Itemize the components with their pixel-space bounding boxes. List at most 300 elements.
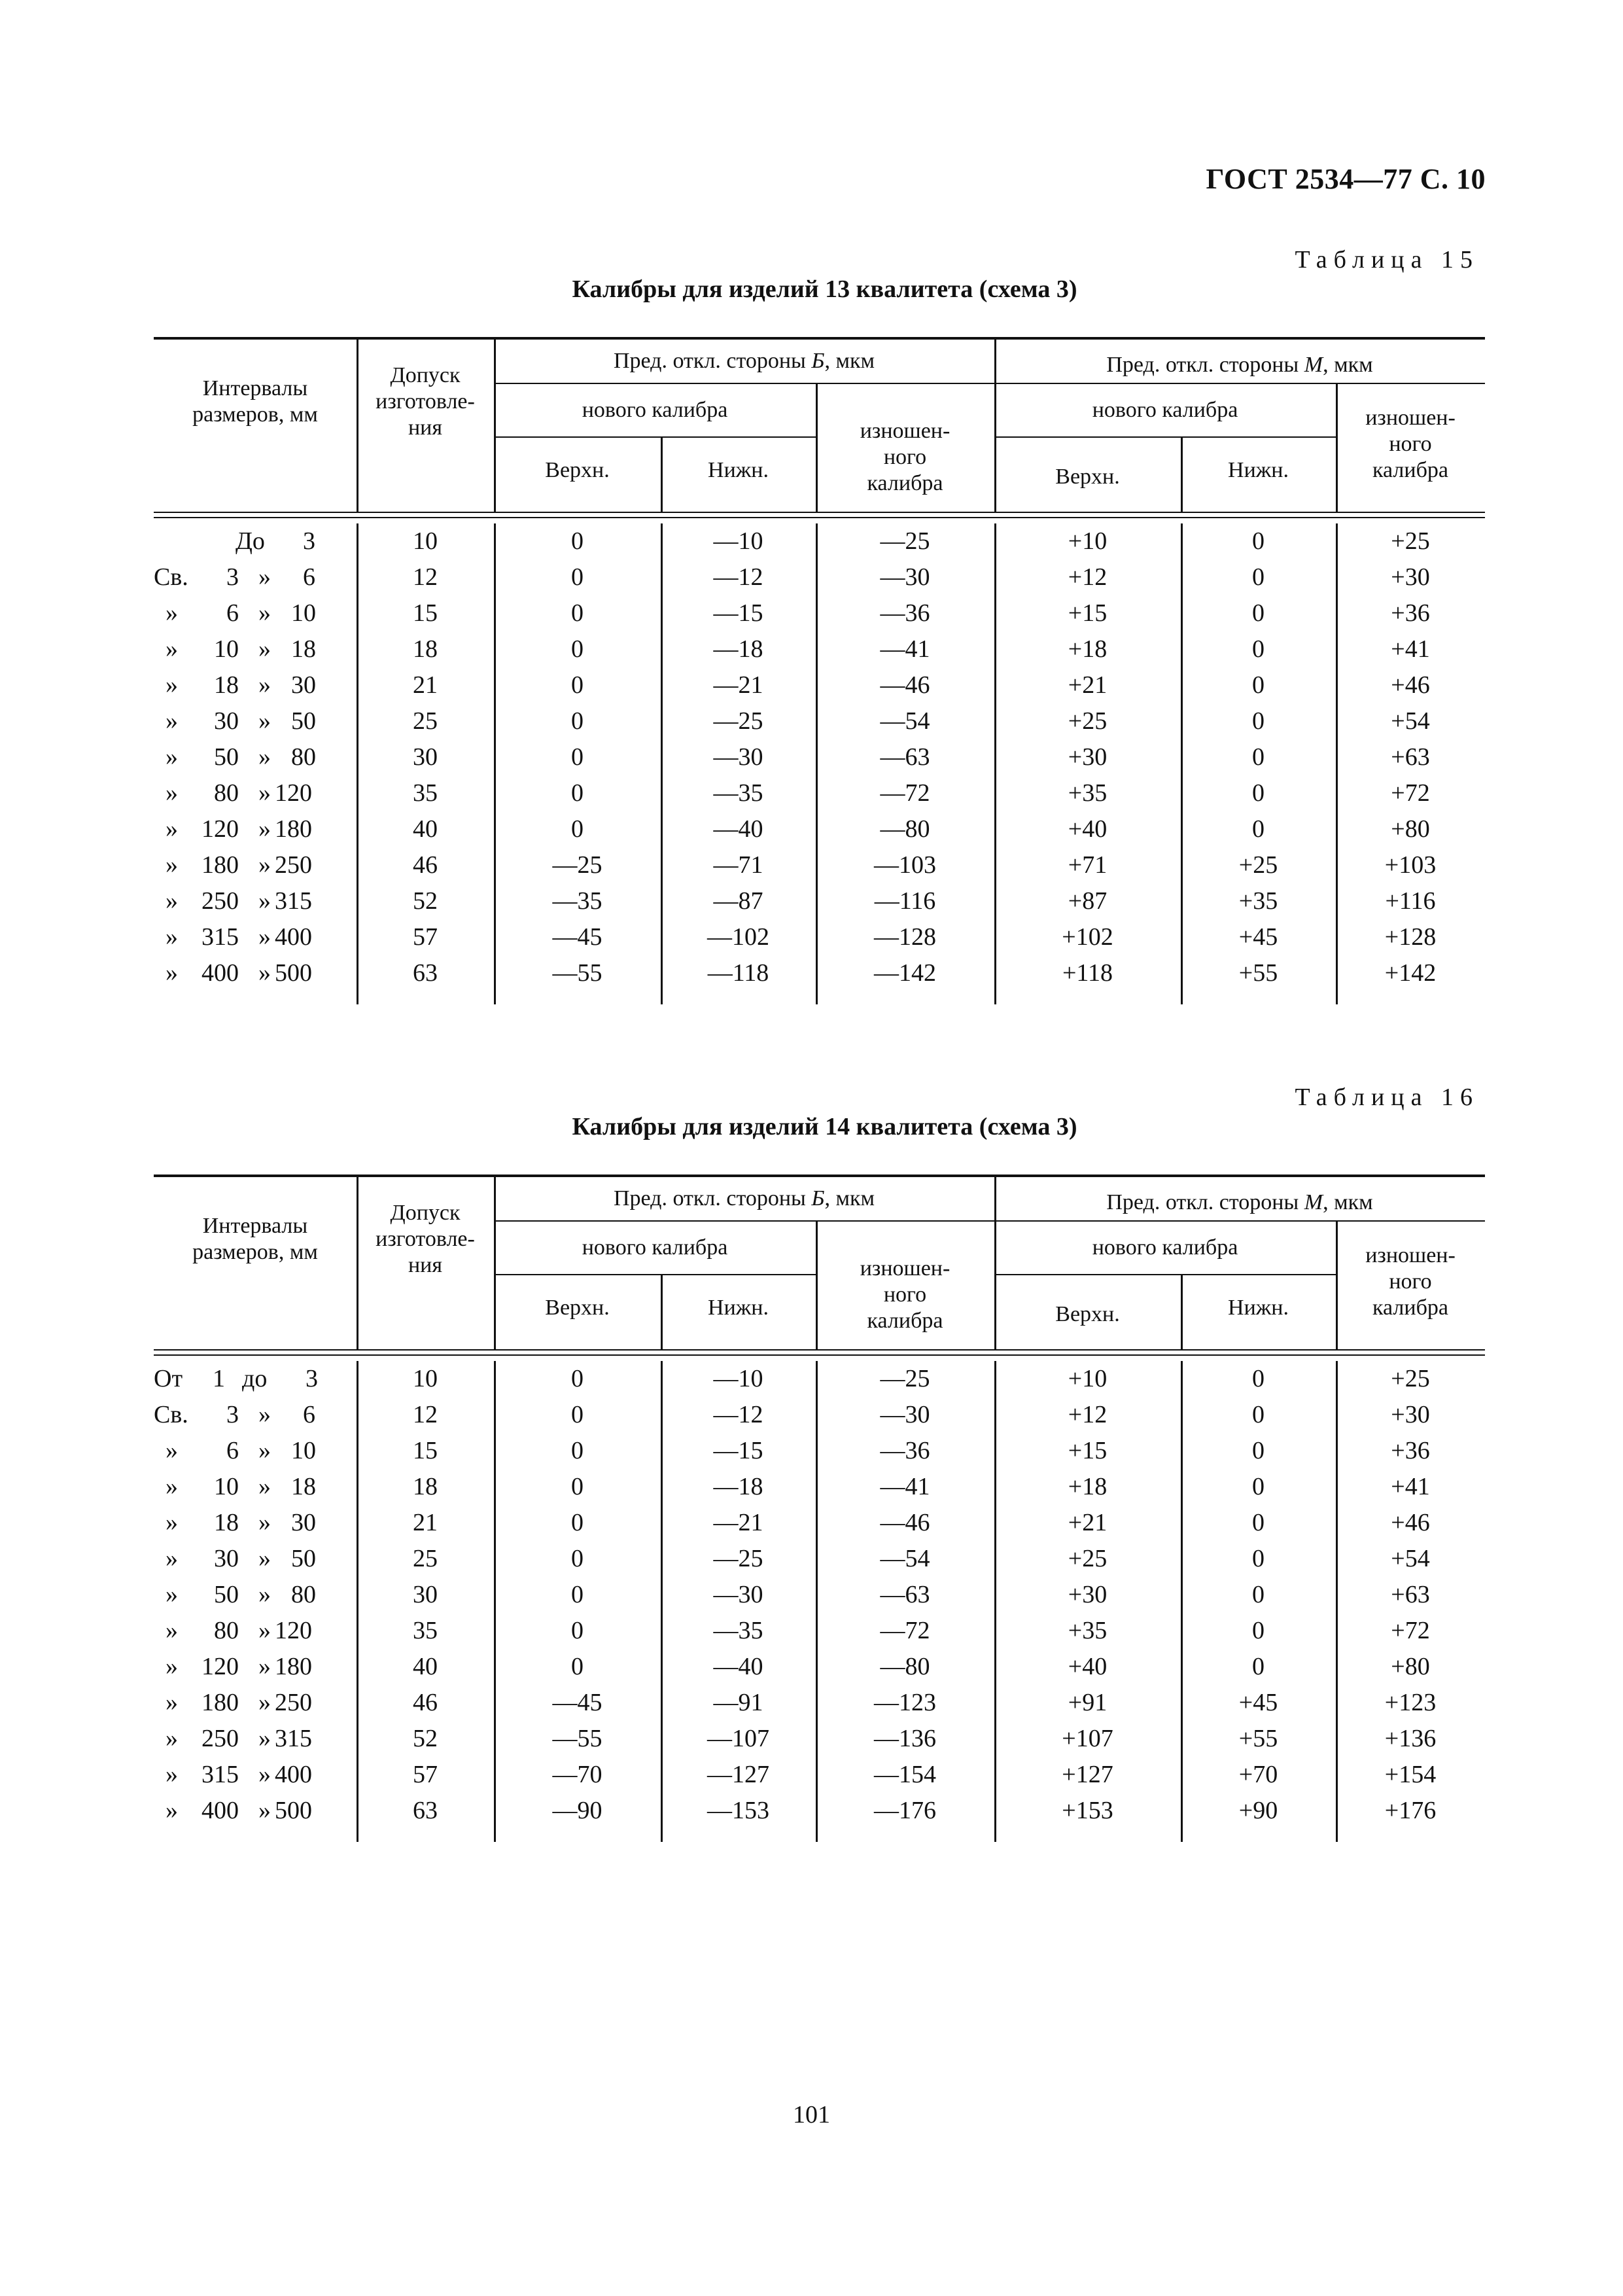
- header-intervals-line: размеров, мм: [192, 402, 318, 427]
- interval-to: 250: [275, 851, 312, 879]
- header-tolerance: [357, 1190, 494, 1288]
- table-row: [154, 847, 1485, 883]
- interval-sep: »: [258, 1545, 271, 1572]
- m-worn-cell: +72: [1391, 779, 1430, 807]
- m-worn-cell: +176: [1384, 1797, 1437, 1824]
- tolerance-cell: 10: [413, 527, 438, 555]
- m-upper-cell: +18: [1068, 1473, 1108, 1500]
- m-upper-cell: +30: [1068, 743, 1108, 771]
- table-row: [154, 1721, 1485, 1757]
- m-upper-cell: +35: [1068, 1617, 1108, 1644]
- b-upper-cell: 0: [571, 1437, 584, 1464]
- header-worn-line: изношен-: [860, 419, 951, 443]
- m-lower-cell: 0: [1252, 599, 1265, 627]
- interval-prefix: »: [166, 1797, 178, 1824]
- b-lower-cell: —127: [707, 1761, 769, 1788]
- interval-prefix: От: [154, 1365, 183, 1392]
- header-group-b: [494, 341, 994, 381]
- b-worn-cell: —63: [880, 743, 930, 771]
- tolerance-cell: 21: [413, 671, 438, 699]
- interval-to: 180: [275, 1653, 312, 1680]
- interval-sep: »: [258, 1581, 271, 1608]
- interval-sep: »: [258, 1509, 271, 1536]
- b-worn-cell: —46: [880, 671, 930, 699]
- b-lower-cell: —10: [713, 527, 763, 555]
- interval-to: 500: [275, 959, 312, 987]
- table-row: [154, 1397, 1485, 1433]
- b-lower-cell: —91: [713, 1689, 763, 1716]
- interval-to: 50: [291, 1545, 316, 1572]
- b-upper-cell: 0: [571, 707, 584, 735]
- interval-sep: »: [258, 959, 271, 987]
- m-worn-cell: +25: [1391, 1365, 1430, 1392]
- b-worn-cell: —176: [874, 1797, 936, 1824]
- header-upper-m: Верхн.: [1055, 465, 1120, 489]
- interval-prefix: »: [166, 635, 178, 663]
- header-worn-line: ного: [1389, 1269, 1432, 1294]
- m-lower-cell: 0: [1252, 1653, 1265, 1680]
- interval-from: 6: [226, 1437, 239, 1464]
- b-upper-cell: 0: [571, 1473, 584, 1500]
- interval-prefix: »: [166, 1545, 178, 1572]
- m-worn-cell: +80: [1391, 1653, 1430, 1680]
- b-worn-cell: —25: [880, 1365, 930, 1392]
- interval-prefix: »: [166, 887, 178, 915]
- table-row: [154, 883, 1485, 919]
- header-lower-m: Нижн.: [1228, 1296, 1289, 1320]
- m-lower-cell: 0: [1252, 671, 1265, 699]
- tolerance-cell: 18: [413, 1473, 438, 1500]
- m-lower-cell: 0: [1252, 1473, 1265, 1500]
- interval-to: 120: [275, 1617, 312, 1644]
- interval-from: 50: [214, 1581, 239, 1608]
- interval-prefix: »: [166, 851, 178, 879]
- b-upper-cell: 0: [571, 1617, 584, 1644]
- b-lower-cell: —25: [713, 707, 763, 735]
- m-lower-cell: +70: [1238, 1761, 1278, 1788]
- b-upper-cell: —55: [552, 1725, 602, 1752]
- b-upper-cell: 0: [571, 563, 584, 591]
- b-lower-cell: —40: [713, 1653, 763, 1680]
- m-worn-cell: +123: [1384, 1689, 1437, 1716]
- tolerance-cell: 57: [413, 923, 438, 951]
- b-lower-cell: —107: [707, 1725, 769, 1752]
- b-worn-cell: —36: [880, 1437, 930, 1464]
- interval-to: 80: [291, 743, 316, 771]
- m-worn-cell: +46: [1391, 1509, 1430, 1536]
- b-lower-cell: —35: [713, 779, 763, 807]
- b-worn-cell: —72: [880, 1617, 930, 1644]
- tolerance-cell: 52: [413, 887, 438, 915]
- b-worn-cell: —136: [874, 1725, 936, 1752]
- tolerance-cell: 18: [413, 635, 438, 663]
- interval-prefix: »: [166, 1509, 178, 1536]
- header-lower-b: Нижн.: [708, 458, 769, 482]
- header-worn-line: калибра: [867, 471, 943, 495]
- header-upper-b: Верхн.: [545, 458, 610, 482]
- b-upper-cell: 0: [571, 743, 584, 771]
- tolerance-cell: 15: [413, 1437, 438, 1464]
- b-worn-cell: —123: [874, 1689, 936, 1716]
- tolerance-cell: 30: [413, 743, 438, 771]
- interval-from: 120: [201, 815, 239, 843]
- interval-from: До: [236, 527, 265, 555]
- table-row: [154, 1577, 1485, 1613]
- header-worn-line: изношен-: [1365, 406, 1456, 430]
- m-worn-cell: +136: [1384, 1725, 1437, 1752]
- header-group-b-prefix: Пред. откл. стороны: [613, 1186, 812, 1210]
- b-worn-cell: —41: [880, 1473, 930, 1500]
- table-header: [154, 1174, 1485, 1351]
- table-row: [154, 631, 1485, 667]
- m-worn-cell: +30: [1391, 1401, 1430, 1428]
- interval-to: 18: [291, 1473, 316, 1500]
- interval-sep: »: [258, 1617, 271, 1644]
- interval-to: 315: [275, 1725, 312, 1752]
- m-lower-cell: 0: [1252, 1545, 1265, 1572]
- b-worn-cell: —36: [880, 599, 930, 627]
- header-worn-line: изношен-: [1365, 1243, 1456, 1267]
- m-upper-cell: +15: [1068, 1437, 1108, 1464]
- header-group-b-prefix: Пред. откл. стороны: [613, 349, 812, 373]
- b-lower-cell: —71: [713, 851, 763, 879]
- interval-to: 3: [303, 527, 315, 555]
- m-upper-cell: +30: [1068, 1581, 1108, 1608]
- m-upper-cell: +10: [1068, 527, 1108, 555]
- interval-from: 400: [201, 959, 239, 987]
- tolerance-cell: 46: [413, 851, 438, 879]
- header-tolerance-line: Допуск: [390, 1201, 461, 1225]
- interval-from: 1: [213, 1365, 225, 1392]
- m-upper-cell: +107: [1062, 1725, 1113, 1752]
- m-worn-cell: +36: [1391, 599, 1430, 627]
- interval-to: 30: [291, 671, 316, 699]
- b-upper-cell: 0: [571, 1545, 584, 1572]
- table-row: [154, 703, 1485, 739]
- m-lower-cell: +90: [1238, 1797, 1278, 1824]
- m-lower-cell: 0: [1252, 707, 1265, 735]
- interval-from: 3: [226, 1401, 239, 1428]
- b-lower-cell: —12: [713, 563, 763, 591]
- header-worn-line: ного: [1389, 432, 1432, 456]
- m-lower-cell: 0: [1252, 779, 1265, 807]
- header-worn-line: калибра: [1372, 1296, 1448, 1320]
- interval-prefix: Св.: [154, 1401, 188, 1428]
- header-worn-line: ного: [883, 445, 927, 469]
- interval-prefix: »: [166, 1725, 178, 1752]
- m-upper-cell: +18: [1068, 635, 1108, 663]
- interval-sep: »: [258, 887, 271, 915]
- table-row: [154, 1541, 1485, 1577]
- table-row: [154, 811, 1485, 847]
- b-worn-cell: —142: [874, 959, 936, 987]
- header-intervals-line: Интервалы: [202, 376, 308, 400]
- m-upper-cell: +15: [1068, 599, 1108, 627]
- table-row: [154, 739, 1485, 775]
- m-lower-cell: +35: [1238, 887, 1278, 915]
- interval-to: 180: [275, 815, 312, 843]
- b-lower-cell: —18: [713, 1473, 763, 1500]
- interval-to: 30: [291, 1509, 316, 1536]
- interval-sep: »: [258, 635, 271, 663]
- m-upper-cell: +40: [1068, 1653, 1108, 1680]
- b-lower-cell: —40: [713, 815, 763, 843]
- m-worn-cell: +54: [1391, 1545, 1430, 1572]
- b-upper-cell: —90: [552, 1797, 602, 1824]
- tolerance-cell: 40: [413, 1653, 438, 1680]
- b-upper-cell: 0: [571, 671, 584, 699]
- b-upper-cell: 0: [571, 527, 584, 555]
- interval-prefix: »: [166, 743, 178, 771]
- interval-sep: »: [258, 1725, 271, 1752]
- table-row: [154, 1793, 1485, 1829]
- b-lower-cell: —21: [713, 1509, 763, 1536]
- table-row: [154, 1361, 1485, 1397]
- interval-sep: »: [258, 1473, 271, 1500]
- header-worn-gauge-b: [816, 1243, 994, 1347]
- m-upper-cell: +71: [1068, 851, 1108, 879]
- header-lower-b: Нижн.: [708, 1296, 769, 1320]
- header-group-m: [994, 1182, 1485, 1223]
- b-lower-cell: —35: [713, 1617, 763, 1644]
- m-upper-cell: +102: [1062, 923, 1113, 951]
- b-lower-cell: —15: [713, 599, 763, 627]
- interval-prefix: »: [166, 1653, 178, 1680]
- header-worn-gauge-b: [816, 405, 994, 510]
- table-row: [154, 595, 1485, 631]
- header-group-b-letter: Б: [811, 1186, 825, 1210]
- interval-to: 315: [275, 887, 312, 915]
- interval-prefix: »: [166, 815, 178, 843]
- interval-sep: »: [258, 599, 271, 627]
- interval-sep: »: [258, 1437, 271, 1464]
- interval-from: 180: [201, 1689, 239, 1716]
- b-worn-cell: —72: [880, 779, 930, 807]
- interval-prefix: »: [166, 1617, 178, 1644]
- header-upper-m: Верхн.: [1055, 1302, 1120, 1326]
- header-new-gauge-m: нового калибра: [1092, 1235, 1238, 1260]
- b-upper-cell: —55: [552, 959, 602, 987]
- header-intervals-line: размеров, мм: [192, 1240, 318, 1264]
- interval-sep: »: [258, 1761, 271, 1788]
- b-lower-cell: —30: [713, 743, 763, 771]
- b-lower-cell: —21: [713, 671, 763, 699]
- m-upper-cell: +91: [1068, 1689, 1108, 1716]
- header-tolerance: [357, 353, 494, 451]
- b-worn-cell: —25: [880, 527, 930, 555]
- table-header: [154, 337, 1485, 513]
- b-lower-cell: —87: [713, 887, 763, 915]
- header-intervals: [154, 359, 357, 444]
- table-row: [154, 523, 1485, 559]
- m-worn-cell: +46: [1391, 671, 1430, 699]
- b-lower-cell: —12: [713, 1401, 763, 1428]
- b-worn-cell: —80: [880, 1653, 930, 1680]
- table-15-title: [0, 275, 1623, 304]
- table-row: [154, 1505, 1485, 1541]
- interval-prefix: »: [166, 923, 178, 951]
- interval-prefix: »: [166, 1473, 178, 1500]
- table-row: [154, 1433, 1485, 1469]
- interval-prefix: »: [166, 599, 178, 627]
- tolerance-cell: 12: [413, 563, 438, 591]
- tolerance-cell: 35: [413, 779, 438, 807]
- m-lower-cell: 0: [1252, 1401, 1265, 1428]
- interval-sep: »: [258, 815, 271, 843]
- m-lower-cell: 0: [1252, 1509, 1265, 1536]
- page-number: 101: [793, 2101, 830, 2128]
- interval-sep: »: [258, 923, 271, 951]
- header-group-b-letter: Б: [811, 349, 825, 373]
- m-upper-cell: +21: [1068, 671, 1108, 699]
- m-worn-cell: +41: [1391, 1473, 1430, 1500]
- m-upper-cell: +12: [1068, 563, 1108, 591]
- header-group-m-suffix: , мкм: [1323, 353, 1373, 377]
- tolerance-cell: 21: [413, 1509, 438, 1536]
- interval-from: 30: [214, 707, 239, 735]
- header-group-m-prefix: Пред. откл. стороны: [1106, 1190, 1304, 1214]
- interval-to: 500: [275, 1797, 312, 1824]
- header-tolerance-line: изготовле-: [375, 389, 475, 414]
- interval-prefix: »: [166, 779, 178, 807]
- m-upper-cell: +12: [1068, 1401, 1108, 1428]
- interval-sep: »: [258, 1797, 271, 1824]
- m-lower-cell: +25: [1238, 851, 1278, 879]
- b-worn-cell: —103: [874, 851, 936, 879]
- table-row: [154, 955, 1485, 991]
- header-group-b-suffix: , мкм: [824, 1186, 875, 1210]
- tolerance-cell: 25: [413, 707, 438, 735]
- interval-from: 30: [214, 1545, 239, 1572]
- b-lower-cell: —25: [713, 1545, 763, 1572]
- b-lower-cell: —18: [713, 635, 763, 663]
- m-upper-cell: +40: [1068, 815, 1108, 843]
- interval-to: 3: [305, 1365, 318, 1392]
- tolerance-cell: 30: [413, 1581, 438, 1608]
- header-group-m-suffix: , мкм: [1323, 1190, 1373, 1214]
- interval-to: 10: [291, 1437, 316, 1464]
- m-worn-cell: +41: [1391, 635, 1430, 663]
- tolerance-cell: 10: [413, 1365, 438, 1392]
- interval-to: 400: [275, 923, 312, 951]
- interval-from: 180: [201, 851, 239, 879]
- interval-to: 6: [303, 563, 315, 591]
- table-row: [154, 667, 1485, 703]
- m-upper-cell: +87: [1068, 887, 1108, 915]
- b-worn-cell: —116: [874, 887, 936, 915]
- table-row: [154, 1685, 1485, 1721]
- m-upper-cell: +25: [1068, 707, 1108, 735]
- header-intervals-line: Интервалы: [202, 1214, 308, 1238]
- tolerance-cell: 63: [413, 959, 438, 987]
- interval-prefix: »: [166, 707, 178, 735]
- interval-from: 18: [214, 671, 239, 699]
- m-lower-cell: 0: [1252, 1581, 1265, 1608]
- b-worn-cell: —63: [880, 1581, 930, 1608]
- m-upper-cell: +127: [1062, 1761, 1113, 1788]
- b-worn-cell: —54: [880, 707, 930, 735]
- interval-from: 315: [201, 923, 239, 951]
- header-new-gauge-b: нового калибра: [582, 1235, 728, 1260]
- interval-sep: »: [258, 707, 271, 735]
- header-group-m-letter: М: [1304, 1190, 1323, 1214]
- tolerance-cell: 46: [413, 1689, 438, 1716]
- header-group-b-suffix: , мкм: [824, 349, 875, 373]
- header-worn-line: калибра: [867, 1309, 943, 1333]
- table-row: [154, 1757, 1485, 1793]
- tolerance-cell: 63: [413, 1797, 438, 1824]
- b-lower-cell: —153: [707, 1797, 769, 1824]
- b-lower-cell: —15: [713, 1437, 763, 1464]
- b-upper-cell: —45: [552, 1689, 602, 1716]
- table-15-label: Таблица 15: [1295, 246, 1479, 274]
- interval-to: 80: [291, 1581, 316, 1608]
- interval-sep: »: [258, 1401, 271, 1428]
- b-worn-cell: —80: [880, 815, 930, 843]
- table-16-title-text: Калибры для изделий 14 квалитета (схема 3): [572, 1113, 1077, 1140]
- m-worn-cell: +80: [1391, 815, 1430, 843]
- b-upper-cell: 0: [571, 779, 584, 807]
- interval-prefix: »: [166, 959, 178, 987]
- m-upper-cell: +153: [1062, 1797, 1113, 1824]
- m-worn-cell: +30: [1391, 563, 1430, 591]
- interval-from: 250: [201, 1725, 239, 1752]
- b-upper-cell: 0: [571, 635, 584, 663]
- header-tolerance-line: ния: [408, 1253, 443, 1277]
- b-worn-cell: —46: [880, 1509, 930, 1536]
- m-worn-cell: +103: [1384, 851, 1437, 879]
- interval-from: 6: [226, 599, 239, 627]
- b-upper-cell: —45: [552, 923, 602, 951]
- interval-from: 10: [214, 635, 239, 663]
- interval-from: 3: [226, 563, 239, 591]
- interval-sep: »: [258, 1653, 271, 1680]
- interval-sep: »: [258, 743, 271, 771]
- tolerance-cell: 15: [413, 599, 438, 627]
- b-lower-cell: —30: [713, 1581, 763, 1608]
- m-lower-cell: 0: [1252, 1437, 1265, 1464]
- m-worn-cell: +142: [1384, 959, 1437, 987]
- b-upper-cell: 0: [571, 815, 584, 843]
- interval-from: 18: [214, 1509, 239, 1536]
- tolerance-cell: 52: [413, 1725, 438, 1752]
- table-16-title: [0, 1112, 1623, 1141]
- m-upper-cell: +25: [1068, 1545, 1108, 1572]
- header-worn-line: изношен-: [860, 1256, 951, 1280]
- tolerance-cell: 35: [413, 1617, 438, 1644]
- interval-from: 315: [201, 1761, 239, 1788]
- m-lower-cell: 0: [1252, 563, 1265, 591]
- interval-sep: »: [258, 671, 271, 699]
- interval-prefix: »: [166, 1689, 178, 1716]
- interval-to: 250: [275, 1689, 312, 1716]
- tolerance-cell: 25: [413, 1545, 438, 1572]
- m-worn-cell: +128: [1384, 923, 1437, 951]
- interval-from: 80: [214, 1617, 239, 1644]
- m-lower-cell: +45: [1238, 923, 1278, 951]
- m-lower-cell: +45: [1238, 1689, 1278, 1716]
- m-lower-cell: +55: [1238, 1725, 1278, 1752]
- interval-to: 120: [275, 779, 312, 807]
- m-worn-cell: +63: [1391, 743, 1430, 771]
- header-group-m-prefix: Пред. откл. стороны: [1106, 353, 1304, 377]
- interval-to: 50: [291, 707, 316, 735]
- header-upper-b: Верхн.: [545, 1296, 610, 1320]
- b-upper-cell: —70: [552, 1761, 602, 1788]
- table-row: [154, 559, 1485, 595]
- interval-from: 80: [214, 779, 239, 807]
- header-worn-line: калибра: [1372, 458, 1448, 482]
